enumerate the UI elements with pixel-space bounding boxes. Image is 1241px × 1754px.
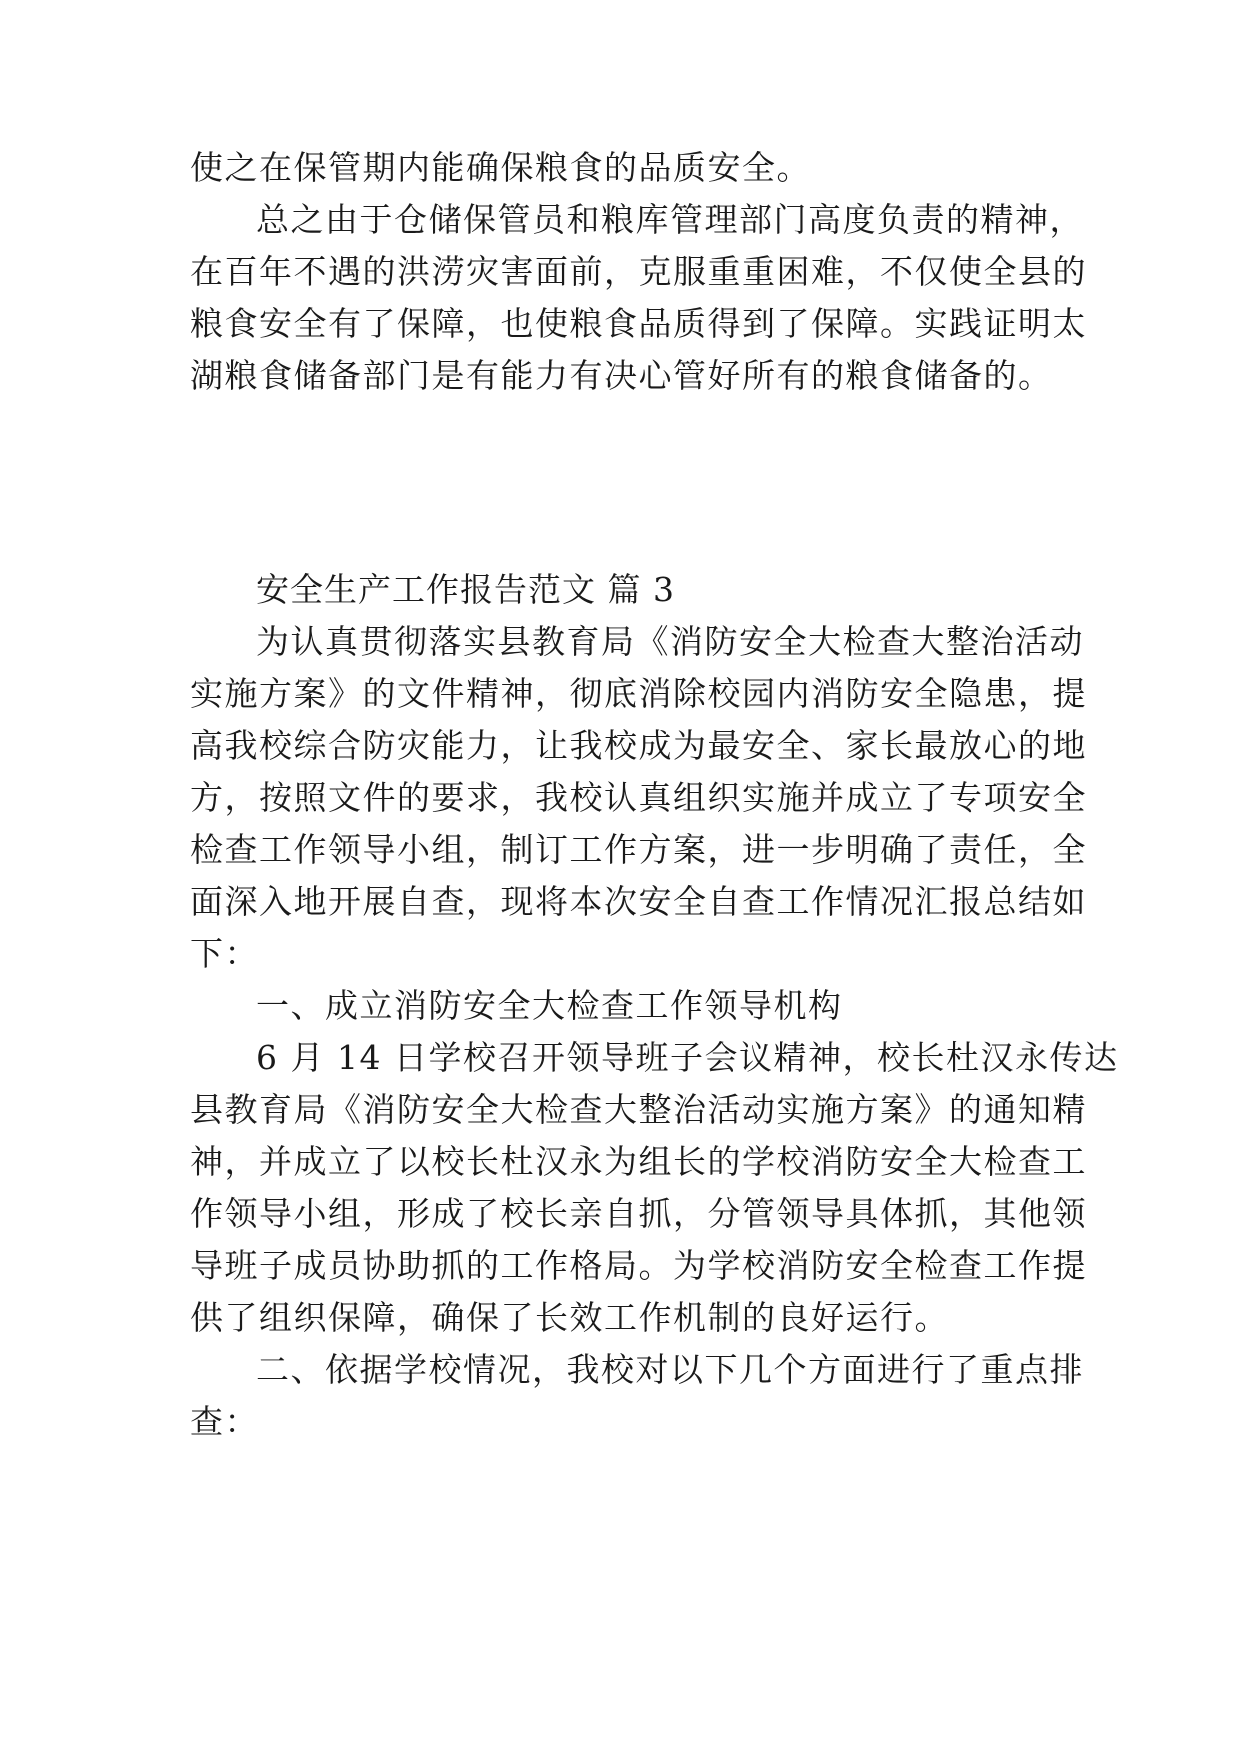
text-line: 作领导小组，形成了校长亲自抓，分管领导具体抓，其他领 [190,1194,1087,1233]
text-line: 神，并成立了以校长杜汉永为组长的学校消防安全大检查工 [190,1142,1087,1181]
text-line: 实施方案》的文件精神，彻底消除校园内消防安全隐患，提 [190,674,1087,713]
text-line: 县教育局《消防安全大检查大整治活动实施方案》的通知精 [190,1090,1087,1129]
text-line: 使之在保管期内能确保粮食的品质安全。 [190,148,811,187]
text-line: 湖粮食储备部门是有能力有决心管好所有的粮食储备的。 [190,356,1053,395]
text-line: 粮食安全有了保障，也使粮食品质得到了保障。实践证明太 [190,304,1087,343]
text-line: 高我校综合防灾能力，让我校成为最安全、家长最放心的地 [190,726,1087,765]
text-line: 为认真贯彻落实县教育局《消防安全大检查大整治活动 [256,622,1084,661]
text-line: 总之由于仓储保管员和粮库管理部门高度负责的精神， [256,200,1084,239]
subsection-heading: 一、成立消防安全大检查工作领导机构 [256,986,843,1025]
subsection-heading: 二、依据学校情况，我校对以下几个方面进行了重点排 [256,1350,1084,1389]
text-line: 6 月 14 日学校召开领导班子会议精神，校长杜汉永传达 [256,1038,1119,1077]
text-line: 在百年不遇的洪涝灾害面前，克服重重困难，不仅使全县的 [190,252,1087,291]
section-heading: 安全生产工作报告范文 篇 3 [256,570,675,609]
text-line: 方，按照文件的要求，我校认真组织实施并成立了专项安全 [190,778,1087,817]
text-line: 供了组织保障，确保了长效工作机制的良好运行。 [190,1298,949,1337]
text-line: 查： [190,1402,259,1441]
text-line: 导班子成员协助抓的工作格局。为学校消防安全检查工作提 [190,1246,1087,1285]
text-line: 下： [190,934,259,973]
text-line: 面深入地开展自查，现将本次安全自查工作情况汇报总结如 [190,882,1087,921]
text-line: 检查工作领导小组，制订工作方案，进一步明确了责任，全 [190,830,1087,869]
